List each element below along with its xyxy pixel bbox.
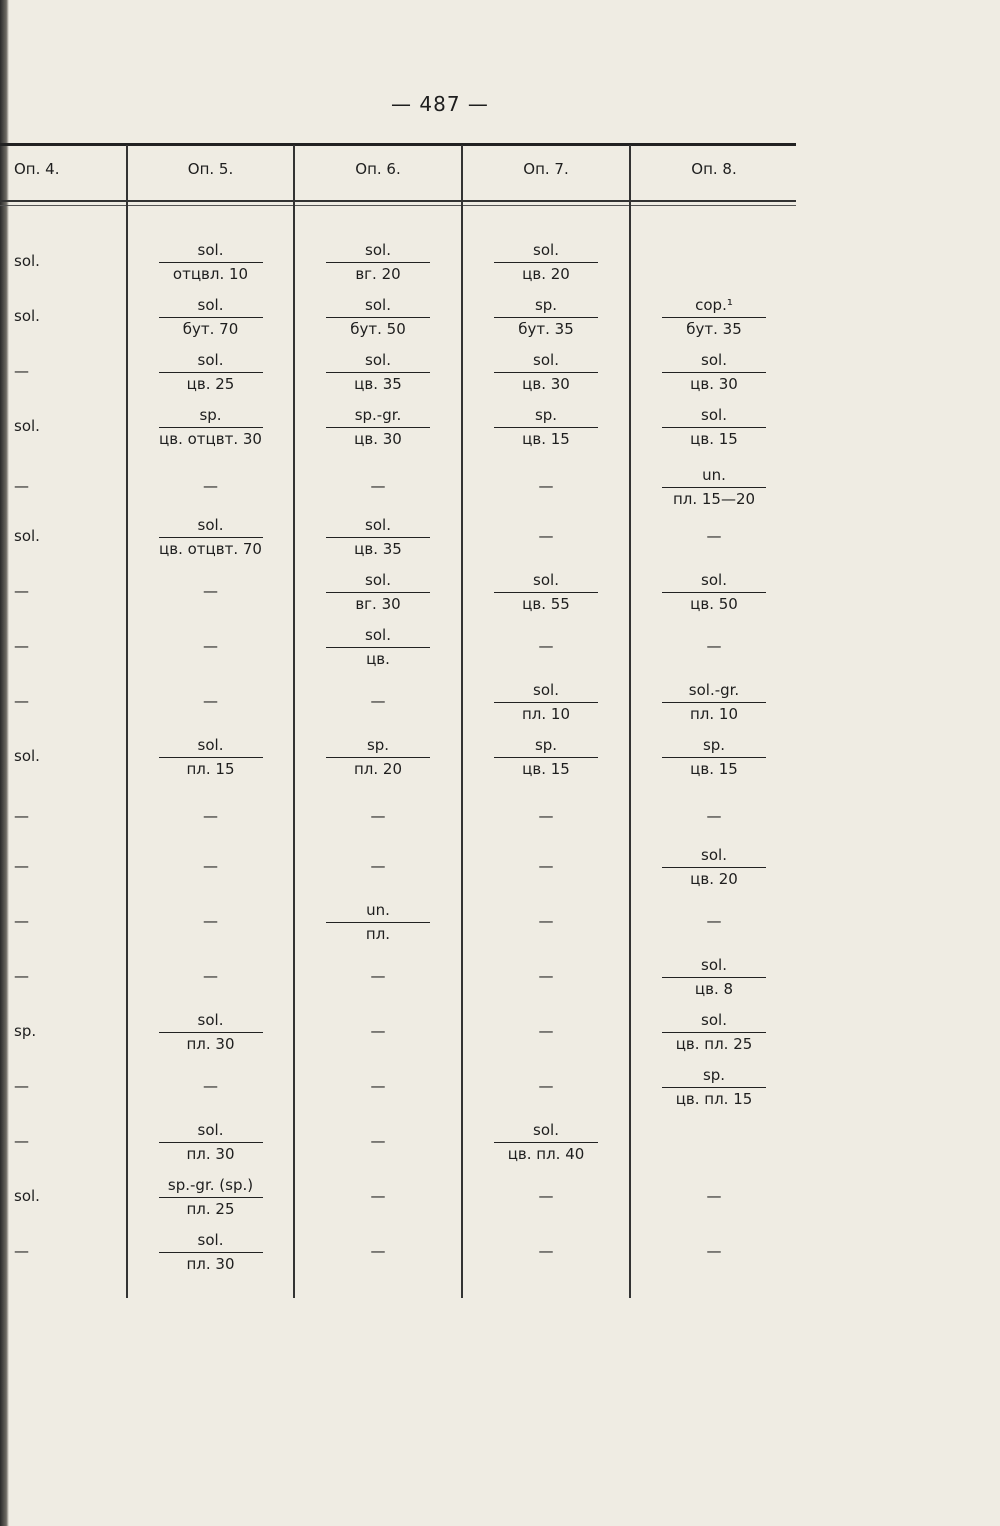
op-5-empty-cell: — (203, 967, 218, 985)
op-8-fraction-cell (631, 680, 797, 724)
op-7-empty-cell: — (538, 807, 554, 825)
fraction-bar (494, 372, 598, 373)
op-7-empty-cell: — (538, 1077, 554, 1095)
abundance-value: sol. (533, 571, 559, 589)
abundance-value: sol. (197, 516, 224, 534)
op-4-cell: sol. (14, 527, 40, 545)
fraction-bar (662, 867, 766, 868)
op-5-fraction-cell (128, 240, 293, 284)
fraction-bar (494, 262, 598, 263)
abundance-value: sol. (701, 571, 727, 589)
op-5-fraction-cell (128, 1120, 293, 1164)
op-4-cell: — (14, 582, 29, 600)
op-6-empty-cell: — (370, 1242, 386, 1260)
fraction-bar (159, 537, 263, 538)
op-6-fraction-cell (295, 350, 461, 394)
abundance-value: sol. (365, 351, 391, 369)
op-7-fraction-cell (463, 240, 629, 284)
op-4-cell: — (14, 477, 29, 495)
fraction-bar (159, 427, 263, 428)
abundance-value: sol. (533, 681, 559, 699)
fraction-bar (159, 757, 263, 758)
abundance-value: sol. (701, 846, 727, 864)
op-5-fraction-cell (128, 515, 293, 559)
phenophase-height-value: бут. 70 (182, 320, 239, 338)
abundance-value: sp. (199, 406, 222, 424)
op-8-fraction-cell (631, 405, 797, 449)
op-7-empty-cell: — (538, 477, 554, 495)
op-6-empty-cell: — (370, 692, 386, 710)
phenophase-height-value: цв. 35 (354, 375, 402, 393)
abundance-value: sol. (197, 1121, 224, 1139)
phenophase-height-value: цв. отцвт. 30 (159, 430, 262, 448)
op-5-fraction-cell (128, 405, 293, 449)
op-7-fraction-cell (463, 570, 629, 614)
op-7-empty-cell: — (538, 637, 554, 655)
op-6-fraction-cell (295, 735, 461, 779)
fraction-bar (662, 427, 766, 428)
abundance-value: sp. (702, 1066, 726, 1084)
abundance-value: sp. (534, 736, 558, 754)
op-5-empty-cell: — (203, 1077, 218, 1095)
op-7-fraction-cell (463, 680, 629, 724)
phenophase-height-value: цв. 15 (690, 760, 738, 778)
op-8-fraction-cell (631, 570, 797, 614)
op-5-fraction-cell (128, 735, 293, 779)
fraction-bar (662, 592, 766, 593)
phenophase-height-value: цв. 15 (690, 430, 738, 448)
abundance-value: sol. (197, 1011, 224, 1029)
op-6-empty-cell: — (370, 1187, 386, 1205)
abundance-value: sol. (533, 241, 559, 259)
header-bottom-rule-thin (0, 205, 796, 206)
abundance-value: cop.¹ (695, 296, 733, 314)
op-8-empty-cell: — (706, 1187, 722, 1205)
fraction-bar (494, 757, 598, 758)
op-5-empty-cell: — (203, 637, 218, 655)
page-number: — 487 — (391, 92, 489, 116)
op-4-cell: — (14, 912, 29, 930)
phenophase-height-value: пл. 30 (186, 1035, 235, 1053)
phenophase-height-value: цв. 55 (522, 595, 570, 613)
phenophase-height-value: цв. (366, 650, 390, 668)
op-6-fraction-cell (295, 295, 461, 339)
op-8-empty-cell: — (706, 1242, 722, 1260)
fraction-bar (326, 317, 430, 318)
phenophase-height-value: пл. 15—20 (672, 490, 756, 508)
fraction-bar (159, 1252, 263, 1253)
op-5-empty-cell: — (203, 857, 218, 875)
abundance-value: sp. (534, 406, 558, 424)
op-5-empty-cell: — (203, 692, 218, 710)
op-6-fraction-cell (295, 900, 461, 944)
abundance-value: sol. (701, 406, 727, 424)
header-op-8: Оп. 8. (691, 160, 737, 178)
phenophase-height-value: цв. 35 (354, 540, 402, 558)
phenophase-height-value: бут. 50 (350, 320, 406, 338)
op-6-fraction-cell (295, 570, 461, 614)
op-8-fraction-cell (631, 295, 797, 339)
fraction-bar (326, 592, 430, 593)
phenophase-height-value: цв. пл. 15 (675, 1090, 753, 1108)
abundance-value: sp. (534, 296, 558, 314)
op-5-empty-cell: — (203, 912, 218, 930)
fraction-bar (326, 262, 430, 263)
fraction-bar (662, 977, 766, 978)
fraction-bar (159, 372, 263, 373)
op-8-fraction-cell (631, 955, 797, 999)
abundance-value: sp.-gr. (354, 406, 402, 424)
fraction-bar (326, 647, 430, 648)
abundance-value: sp. (366, 736, 390, 754)
op-4-cell: — (14, 967, 29, 985)
op-8-empty-cell: — (706, 807, 722, 825)
fraction-bar (494, 592, 598, 593)
abundance-value: sol. (365, 516, 391, 534)
abundance-value: sol. (533, 1121, 559, 1139)
fraction-bar (159, 1032, 263, 1033)
phenophase-height-value: цв. 20 (522, 265, 570, 283)
op-8-empty-cell: — (706, 527, 722, 545)
phenophase-height-value: пл. 10 (521, 705, 571, 723)
phenophase-height-value: пл. 25 (186, 1200, 235, 1218)
fraction-bar (326, 537, 430, 538)
fraction-bar (159, 317, 263, 318)
op-6-fraction-cell (295, 515, 461, 559)
book-spine-shadow (0, 0, 9, 1526)
fraction-bar (662, 757, 766, 758)
header-op-4: Оп. 4. (14, 160, 60, 178)
abundance-value: sol. (365, 571, 391, 589)
op-5-fraction-cell (128, 1175, 293, 1219)
op-5-fraction-cell (128, 1230, 293, 1274)
phenophase-height-value: цв. 50 (690, 595, 738, 613)
phenophase-height-value: цв. пл. 25 (675, 1035, 753, 1053)
fraction-bar (494, 702, 598, 703)
op-6-empty-cell: — (370, 807, 386, 825)
op-4-cell: sol. (14, 1187, 40, 1205)
phenophase-height-value: пл. 10 (689, 705, 739, 723)
op-7-empty-cell: — (538, 912, 554, 930)
op-8-empty-cell: — (706, 912, 722, 930)
table-top-rule (0, 143, 796, 146)
op-7-empty-cell: — (538, 967, 554, 985)
phenophase-height-value: цв. 15 (522, 760, 570, 778)
phenophase-height-value: бут. 35 (686, 320, 742, 338)
fraction-bar (662, 487, 766, 488)
op-7-fraction-cell (463, 350, 629, 394)
op-7-fraction-cell (463, 735, 629, 779)
op-5-empty-cell: — (203, 582, 218, 600)
op-4-cell: — (14, 1077, 29, 1095)
op-6-empty-cell: — (370, 857, 386, 875)
op-7-empty-cell: — (538, 1022, 554, 1040)
abundance-value: sp.-gr. (sp.) (167, 1176, 254, 1194)
op-4-cell: — (14, 1132, 29, 1150)
op-6-fraction-cell (295, 240, 461, 284)
fraction-bar (326, 757, 430, 758)
op-5-fraction-cell (128, 295, 293, 339)
op-4-cell: sol. (14, 747, 40, 765)
fraction-bar (159, 262, 263, 263)
fraction-bar (326, 427, 430, 428)
op-8-fraction-cell (631, 465, 797, 509)
op-4-cell: sol. (14, 252, 40, 270)
phenophase-height-value: бут. 35 (518, 320, 574, 338)
abundance-value: sol. (197, 296, 224, 314)
op-7-empty-cell: — (538, 1242, 554, 1260)
op-6-empty-cell: — (370, 1022, 386, 1040)
op-6-empty-cell: — (370, 477, 386, 495)
phenophase-height-value: цв. 30 (690, 375, 738, 393)
fraction-bar (662, 702, 766, 703)
abundance-value: sol. (197, 1231, 224, 1249)
phenophase-height-value: вг. 20 (355, 265, 401, 283)
phenophase-height-value: пл. 30 (186, 1255, 235, 1273)
op-8-fraction-cell (631, 845, 797, 889)
op-4-cell: — (14, 637, 29, 655)
phenophase-height-value: цв. 30 (354, 430, 402, 448)
phenophase-height-value: цв. 25 (186, 375, 235, 393)
fraction-bar (494, 1142, 598, 1143)
op-4-cell: — (14, 1242, 29, 1260)
fraction-bar (494, 317, 598, 318)
abundance-value: sol. (701, 956, 727, 974)
abundance-value: sol. (701, 1011, 727, 1029)
op-6-fraction-cell (295, 405, 461, 449)
op-4-cell: sol. (14, 417, 40, 435)
fraction-bar (326, 372, 430, 373)
op-8-fraction-cell (631, 735, 797, 779)
op-4-cell: sol. (14, 307, 40, 325)
abundance-value: sol.-gr. (688, 681, 740, 699)
op-6-empty-cell: — (370, 967, 386, 985)
phenophase-height-value: пл. 15 (186, 760, 235, 778)
abundance-value: sol. (365, 626, 391, 644)
fraction-bar (159, 1142, 263, 1143)
op-8-fraction-cell (631, 1010, 797, 1054)
op-8-fraction-cell (631, 350, 797, 394)
phenophase-height-value: отцвл. 10 (172, 265, 249, 283)
op-7-fraction-cell (463, 1120, 629, 1164)
phenophase-height-value: цв. 8 (694, 980, 734, 998)
header-op-5: Оп. 5. (187, 160, 234, 178)
op-8-fraction-cell (631, 1065, 797, 1109)
phenophase-height-value: цв. 30 (522, 375, 570, 393)
abundance-value: sol. (365, 296, 391, 314)
op-6-empty-cell: — (370, 1077, 386, 1095)
abundance-value: un. (702, 466, 726, 484)
abundance-value: sol. (197, 736, 224, 754)
op-8-empty-cell: — (706, 637, 722, 655)
header-bottom-rule (0, 200, 796, 202)
op-5-empty-cell: — (203, 807, 218, 825)
op-4-cell: sp. (14, 1022, 37, 1040)
phenophase-height-value: вг. 30 (355, 595, 401, 613)
op-7-empty-cell: — (538, 1187, 554, 1205)
op-5-fraction-cell (128, 350, 293, 394)
op-4-cell: — (14, 362, 29, 380)
fraction-bar (326, 922, 430, 923)
abundance-value: sol. (365, 241, 391, 259)
abundance-value: sp. (702, 736, 726, 754)
fraction-bar (662, 317, 766, 318)
fraction-bar (159, 1197, 263, 1198)
phenophase-height-value: цв. 15 (522, 430, 570, 448)
op-7-empty-cell: — (538, 857, 554, 875)
phenophase-height-value: цв. пл. 40 (507, 1145, 585, 1163)
op-5-empty-cell: — (203, 477, 218, 495)
abundance-value: sol. (701, 351, 727, 369)
header-op-7: Оп. 7. (523, 160, 569, 178)
fraction-bar (662, 1032, 766, 1033)
op-4-cell: — (14, 692, 29, 710)
abundance-value: sol. (197, 241, 224, 259)
phenophase-height-value: пл. 30 (186, 1145, 235, 1163)
phenophase-height-value: цв. 20 (690, 870, 738, 888)
fraction-bar (662, 372, 766, 373)
op-6-fraction-cell (295, 625, 461, 669)
phenophase-height-value: пл. (365, 925, 391, 943)
op-7-fraction-cell (463, 295, 629, 339)
op-5-fraction-cell (128, 1010, 293, 1054)
fraction-bar (662, 1087, 766, 1088)
fraction-bar (494, 427, 598, 428)
op-4-cell: — (14, 857, 29, 875)
op-7-empty-cell: — (538, 527, 554, 545)
op-7-fraction-cell (463, 405, 629, 449)
header-op-6: Оп. 6. (355, 160, 401, 178)
phenophase-height-value: цв. отцвт. 70 (159, 540, 262, 558)
abundance-value: sol. (533, 351, 559, 369)
abundance-value: un. (366, 901, 390, 919)
phenophase-height-value: пл. 20 (353, 760, 403, 778)
abundance-value: sol. (197, 351, 224, 369)
op-6-empty-cell: — (370, 1132, 386, 1150)
op-4-cell: — (14, 807, 29, 825)
